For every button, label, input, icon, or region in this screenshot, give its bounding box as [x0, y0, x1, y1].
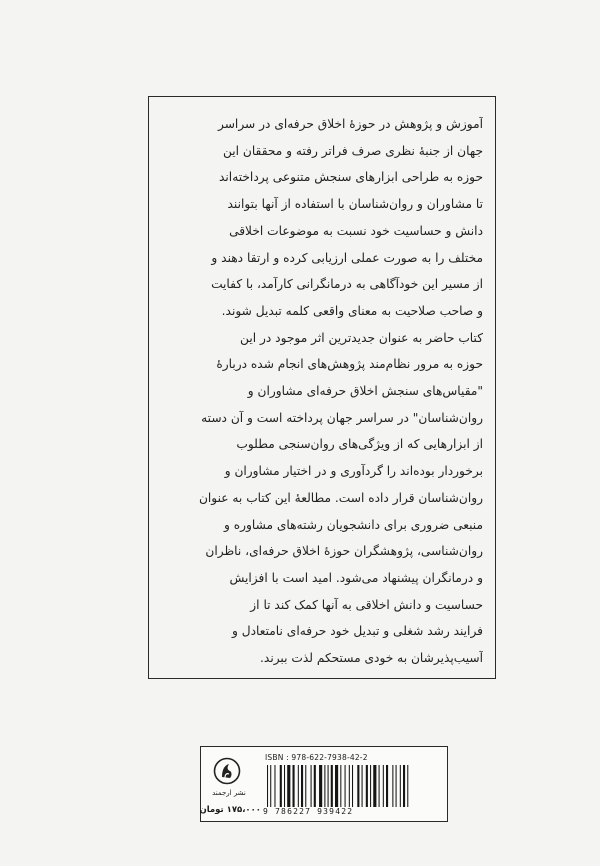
blurb-line: فرایند رشد شغلی و تبدیل خود حرفه‌ای نامتعادل و [231, 624, 483, 639]
barcode-bar [298, 765, 299, 807]
blurb-line: تا مشاوران و روان‌شناسان با استفاده از آنها بتوانند [227, 197, 483, 212]
barcode-bar [284, 765, 285, 807]
barcode-bar [293, 765, 295, 807]
blurb-line: روان‌شناسی، پژوهشگران حوزۀ اخلاق حرفه‌ای، ناظران [205, 544, 483, 559]
barcode-bar [370, 765, 371, 807]
barcode-bar [396, 765, 397, 807]
publisher-block [199, 751, 261, 819]
blurb-line: حوزه به طراحی ابزارهای سنجش متنوعی پرداخته‌اند [219, 170, 483, 185]
blurb-line: آسیب‌پذیرشان به خودی مستحکم لذت ببرند. [260, 651, 483, 666]
barcode-bar [400, 765, 401, 807]
barcode [265, 765, 441, 807]
barcode-bar [383, 765, 384, 807]
isbn-label: ISBN : 978-622-7938-42-2 [265, 753, 368, 762]
blurb-text [161, 111, 483, 672]
barcode-bar [270, 765, 271, 807]
blurb-line: حساسیت و دانش اخلاقی به آنها کمک کند تا از [250, 597, 483, 612]
barcode-bar [331, 765, 333, 807]
barcode-bar [328, 765, 329, 807]
barcode-bar [407, 765, 408, 807]
blurb-line: جهان از جنبۀ نظری صرف فراتر رفته و محققان این [222, 143, 483, 158]
barcode-bar [357, 765, 359, 807]
blurb-line: روان‌شناسان قرار داده است. مطالعۀ این کتاب به عنوان [198, 490, 483, 505]
barcode-panel [200, 746, 448, 822]
blurb-line: "مقیاس‌های سنجش اخلاق حرفه‌ای مشاوران و [247, 384, 483, 399]
barcode-bar [311, 765, 312, 807]
barcode-bar [324, 765, 325, 807]
barcode-bar [267, 765, 268, 807]
publisher-name: نشر ارجمند [212, 789, 246, 797]
barcode-bar [352, 765, 353, 807]
blurb-frame [148, 96, 496, 679]
publisher-logo-icon [213, 757, 241, 785]
barcode-digits: 9 786227 939422 [263, 807, 354, 816]
barcode-bar [392, 765, 393, 807]
barcode-bar [287, 765, 290, 807]
price-label: ۱۷۵،۰۰۰ تومان [199, 805, 261, 815]
blurb-line: حوزه به مرور نظام‌مند پژوهش‌های انجام شده دربارۀ [216, 357, 483, 372]
blurb-line: مختلف را به صورت عملی ارزیابی کرده و ارتقا دهند و [211, 250, 483, 265]
barcode-bar [362, 765, 363, 807]
blurb-line: منبعی ضروری برای دانشجویان رشته‌های مشاوره و [223, 517, 483, 532]
barcode-bar [340, 765, 341, 807]
blurb-line: برخوردار بوده‌اند را گردآوری و در اختیار مشاوران و [224, 464, 483, 479]
barcode-bar [280, 765, 282, 807]
barcode-bar [379, 765, 380, 807]
blurb-line: روان‌شناسان" در سراسر جهان پرداخته است و آن دسته [201, 410, 483, 425]
barcode-bar [274, 765, 275, 807]
barcode-bar [366, 765, 368, 807]
blurb-line: از ابزارهایی که از ویژگی‌های روان‌سنجی مطلوب [236, 437, 483, 452]
barcode-bar [305, 765, 306, 807]
blurb-line: کتاب حاضر به عنوان جدیدترین اثر موجود در این [240, 330, 483, 345]
barcode-bar [345, 765, 346, 807]
blurb-line: و درمانگران پیشنهاد می‌شود. امید است با افزایش [229, 570, 483, 585]
barcode-bar [386, 765, 388, 807]
barcode-bar [373, 765, 376, 807]
barcode-bar [335, 765, 338, 807]
blurb-line: دانش و حساسیت خود نسبت به موضوعات اخلاقی [229, 223, 483, 238]
blurb-line: و صاحب صلاحیت به معنای واقعی کلمه تبدیل شوند. [221, 303, 483, 318]
barcode-bar [349, 765, 350, 807]
barcode-bar [314, 765, 316, 807]
barcode-bar [403, 765, 405, 807]
blurb-line: آموزش و پژوهش در حوزۀ اخلاق حرفه‌ای در سراسر [218, 117, 483, 131]
barcode-bar [319, 765, 322, 807]
barcode-bar [301, 765, 303, 807]
blurb-line: از مسیر این خودآگاهی به درمانگرانی کارآمد، با کفایت [211, 277, 483, 292]
